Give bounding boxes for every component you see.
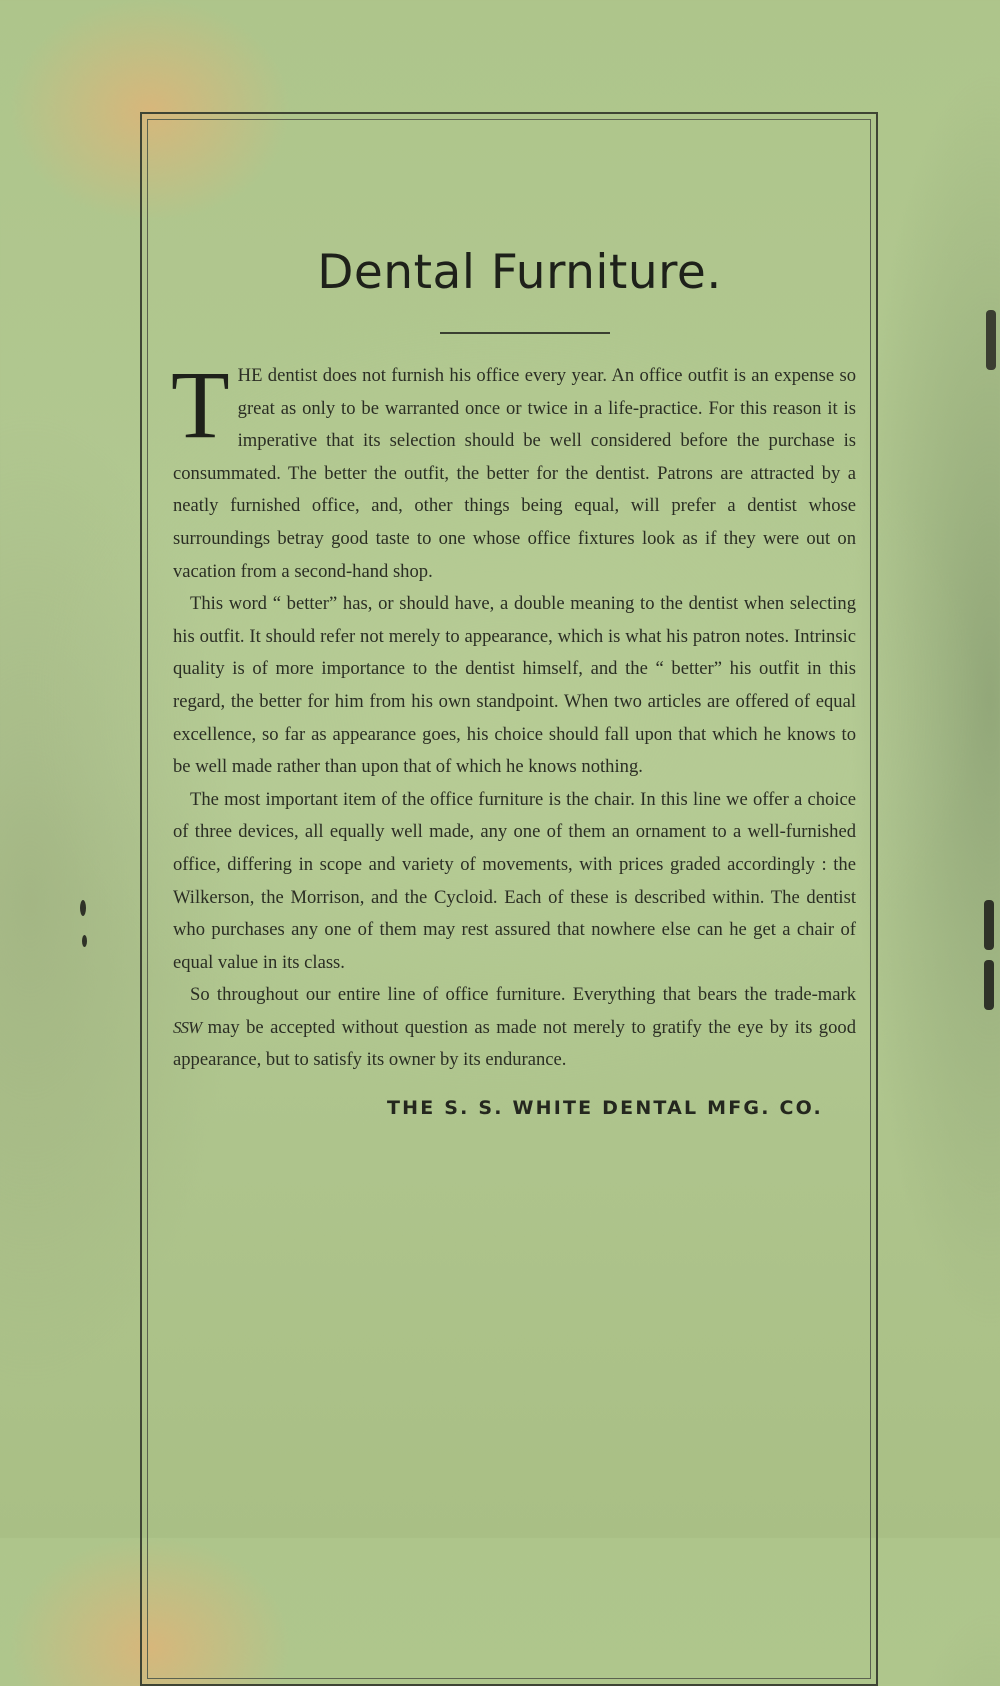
paragraph-1-text: HE dentist does not furnish his office every year. An office outfit is an expense so great as only to be warranted once or twice in a life-practice. For this reason it is imperative that its selection should be well considered before the purchase is consummated. The better the outfit, the better for the dentist. Patrons are attracted by a neatly furnished office, and, other things being equal, will prefer a dentist whose surroundings betray good taste to one whose office fixtures look as if they were out on vacation from a second-hand shop. [173, 365, 856, 582]
paragraph-3: The most important item of the office furniture is the chair. In this line we offer a choice of three devices, all equally well made, any one of them an ornament to a well-furnished office, differing in scope and variety of movements, with prices graded accordingly : the Wilkerson, the Morrison, and the Cycloid. Each of these is described within. The dentist who purchases any one of them may rest assured that nowhere else can he get a chair of equal value in its class. [173, 788, 856, 973]
ink-spot [984, 960, 994, 1010]
paragraph-2: This word “ better” has, or should have, a double meaning to the dentist when selecting his outfit. It should refer not merely to appearance, which is what his patron notes. Intrinsic quality is of more importance to the dentist himself, and the “ better” his outfit in this regard, the better for him from his own standpoint. When two articles are offered of equal excellence, so far as appearance goes, his choice should fall upon that which he knows to be well made rather than upon that of which he knows nothing. [173, 593, 856, 778]
paragraph-4 [173, 979, 856, 1077]
drop-cap: T [171, 351, 230, 458]
article [173, 238, 856, 1119]
paragraph-1 [171, 351, 856, 588]
title-divider [440, 332, 610, 334]
ink-spot [984, 900, 994, 950]
trademark-logo: SSW [173, 1017, 202, 1037]
paragraph-4-text-before: So throughout our entire line of office furniture. Everything that bears the trade-mark [190, 984, 856, 1006]
ink-spot [80, 900, 86, 916]
page-title: Dental Furniture. [317, 245, 722, 300]
ink-spot [986, 310, 996, 370]
company-signature: THE S. S. WHITE DENTAL MFG. CO. [387, 1097, 823, 1120]
ink-spot [82, 935, 87, 947]
article-body [171, 351, 856, 1077]
paragraph-4-text-after: may be accepted without question as made not merely to gratify the eye by its good appearance, but to satisfy its owner by its endurance. [173, 1016, 856, 1071]
